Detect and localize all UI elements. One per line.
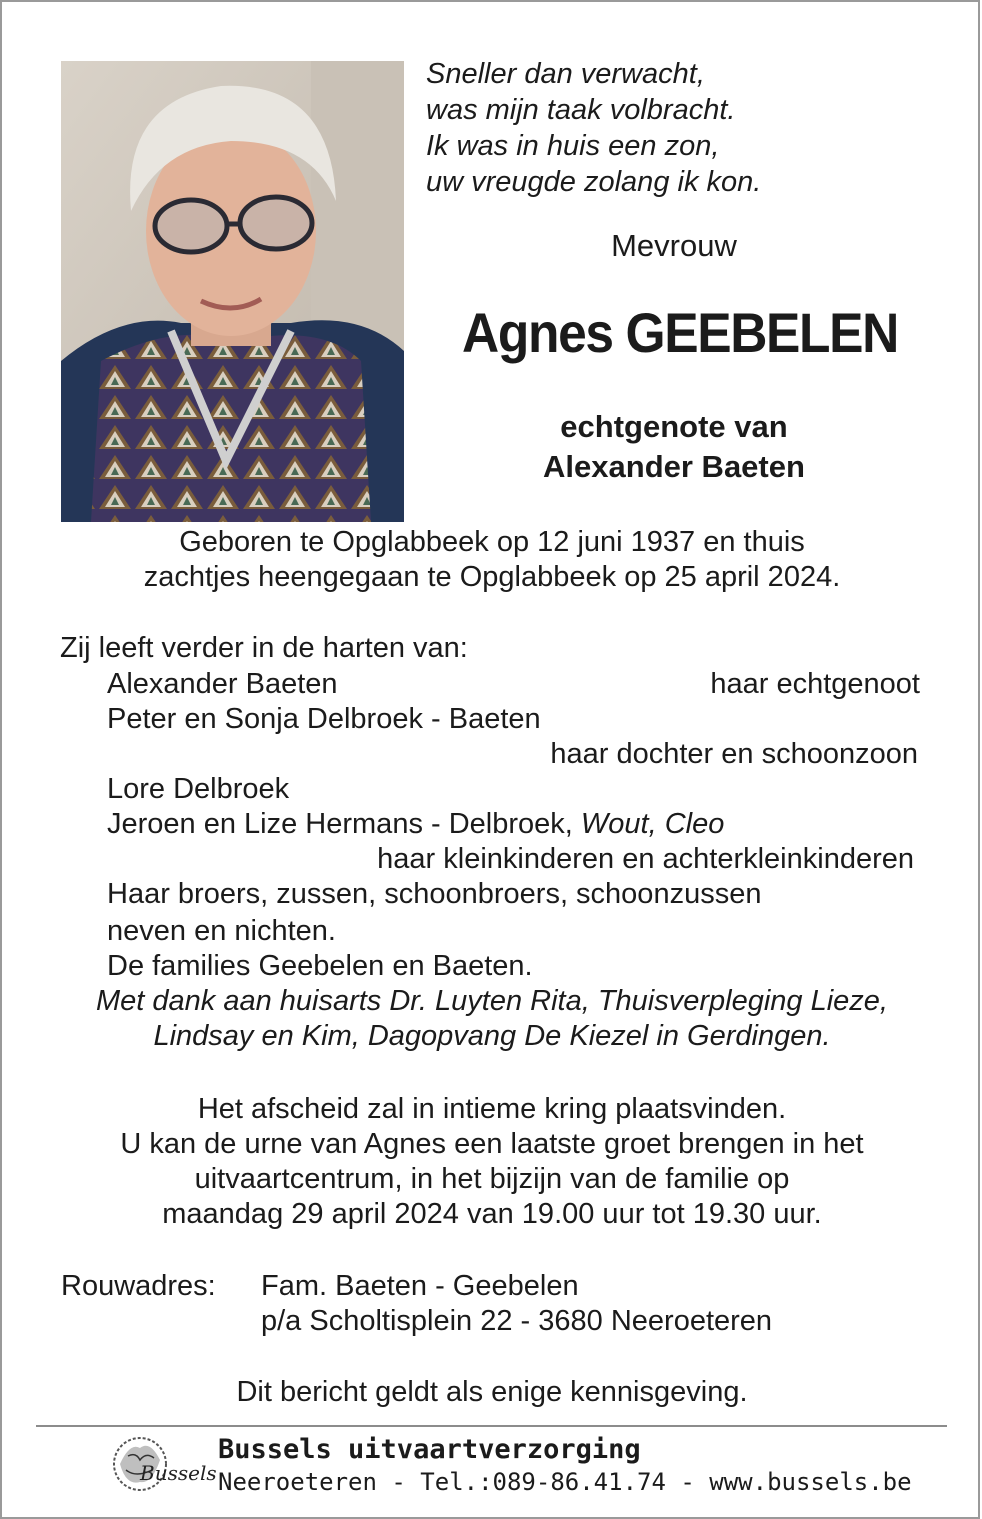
thanks-text <box>2 984 982 1054</box>
farewell-line: U kan de urne van Agnes een laatste groet brengen in het <box>120 1128 864 1160</box>
thanks-line: Met dank aan huisarts Dr. Luyten Rita, Thuisverpleging Lieze, <box>95 985 888 1017</box>
spouse-name: Alexander Baeten <box>543 449 805 484</box>
address-line: p/a Scholtisplein 22 - 3680 Neeroeteren <box>261 1305 773 1337</box>
survivor-name-line <box>107 807 724 842</box>
thanks-line: Lindsay en Kim, Dagopvang De Kiezel in Gerdingen. <box>153 1020 831 1052</box>
honorific: Mevrouw <box>611 228 737 263</box>
spouse-block <box>404 407 944 487</box>
farewell-line: uitvaartcentrum, in het bijzijn van de familie op <box>194 1163 790 1195</box>
bussels-logo <box>106 1434 217 1498</box>
poem <box>426 56 946 200</box>
birth-death-text <box>2 525 982 595</box>
survivor-name: Lore Delbroek <box>107 773 290 805</box>
logo-wordmark: Bussels <box>140 1461 217 1485</box>
poem-line: Ik was in huis een zon, <box>426 130 720 162</box>
company-contact: Neeroeteren - Tel.:089-86.41.74 - www.bussels.be <box>218 1468 912 1496</box>
farewell-line: Het afscheid zal in intieme kring plaatsvinden. <box>197 1093 787 1125</box>
footer-divider <box>36 1425 947 1427</box>
poem-line: Sneller dan verwacht, <box>426 58 705 90</box>
deceased-name: Agnes GEEBELEN <box>462 301 898 364</box>
survivor-relation: haar echtgenoot <box>710 668 920 700</box>
address-label: Rouwadres: <box>61 1270 216 1302</box>
survivor-line: neven en nichten. <box>107 915 336 947</box>
poem-line: uw vreugde zolang ik kon. <box>426 166 762 198</box>
spouse-intro: echtgenote van <box>560 409 788 444</box>
survivor-name: Alexander Baeten <box>107 668 338 700</box>
notice-text <box>2 1375 982 1410</box>
survivor-relation: haar dochter en schoonzoon <box>550 738 918 770</box>
portrait-illustration <box>61 61 404 522</box>
survivor-line: De families Geebelen en Baeten. <box>107 950 533 982</box>
portrait-photo <box>61 61 404 522</box>
birth-death-line: Geboren te Opglabbeek op 12 juni 1937 en thuis <box>179 526 805 558</box>
address-line: Fam. Baeten - Geebelen <box>261 1270 579 1302</box>
poem-line: was mijn taak volbracht. <box>426 94 736 126</box>
survivor-name: Peter en Sonja Delbroek - Baeten <box>107 703 541 735</box>
farewell-line: maandag 29 april 2024 van 19.00 uur tot 19.30 uur. <box>162 1198 822 1230</box>
company-name: Bussels uitvaartverzorging <box>218 1434 641 1465</box>
farewell-text <box>2 1092 982 1232</box>
notice-line: Dit bericht geldt als enige kennisgeving. <box>236 1376 748 1408</box>
survivors-intro: Zij leeft verder in de harten van: <box>60 632 468 664</box>
birth-death-line: zachtjes heengegaan te Opglabbeek op 25 april 2024. <box>143 561 841 593</box>
bussels-logo-emblem <box>106 1434 217 1498</box>
survivor-relation: haar kleinkinderen en achterkleinkinderen <box>377 843 914 875</box>
survivor-line: Haar broers, zussen, schoonbroers, schoonzussen <box>107 878 762 910</box>
survivor-name: Jeroen en Lize Hermans - Delbroek, <box>107 808 573 840</box>
great-grandchildren-names: Wout, Cleo <box>580 808 725 840</box>
